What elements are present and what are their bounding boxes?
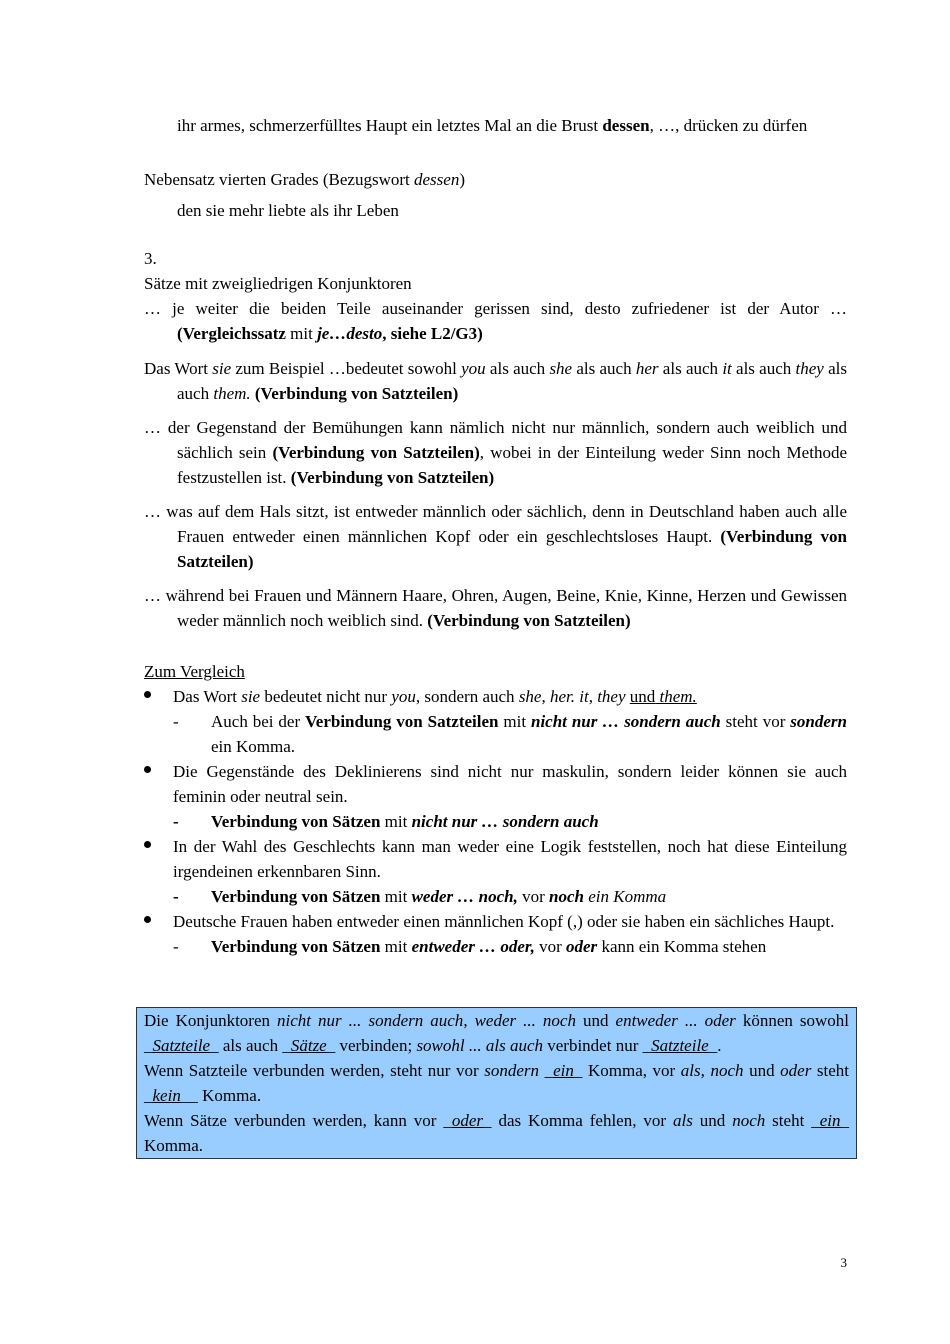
example-sie: Das Wort sie zum Beispiel …bedeutet sowohl you als auch she als auch her als auch it als auch they als auch them. (Verbindung von Satzteilen) bbox=[144, 359, 848, 403]
list-item: Die Gegenstände des Deklinierens sind nicht nur maskulin, sondern leider können sie auch feminin oder neutral sein. bbox=[144, 759, 847, 809]
bullet-icon bbox=[144, 691, 151, 698]
bullet-icon bbox=[144, 916, 151, 923]
section-heading: Sätze mit zweigliedrigen Konjunktoren bbox=[144, 274, 412, 293]
bullet-icon bbox=[144, 766, 151, 773]
quote-haupt: ihr armes, schmerzerfülltes Haupt ein letztes Mal an die Brust dessen, …, drücken zu dürfen bbox=[177, 116, 808, 135]
list-item: In der Wahl des Geschlechts kann man weder eine Logik feststellen, noch hat diese Einteilung irgendeinen erkennbaren Sinn. bbox=[144, 834, 847, 884]
sub-item: - Verbindung von Sätzen mit entweder … oder, vor oder kann ein Komma stehen bbox=[173, 937, 767, 956]
sub-item: - Verbindung von Sätzen mit weder … noch, vor noch ein Komma bbox=[173, 887, 667, 906]
sub-item: - Auch bei der Verbindung von Satzteilen mit nicht nur … sondern auch steht vor sondern ein Komma. bbox=[173, 712, 847, 756]
example-frauen-maenner: … während bei Frauen und Männern Haare, Ohren, Augen, Beine, Knie, Kinne, Herzen und Gewissen weder männlich noch weiblich sind. (Verbindung von Satzteilen) bbox=[144, 586, 847, 630]
list-item: Deutsche Frauen haben entweder einen männlichen Kopf (,) oder sie haben ein sächliches Haupt. bbox=[144, 909, 847, 934]
example-hals: … was auf dem Hals sitzt, ist entweder männlich oder sächlich, denn in Deutschland haben auch alle Frauen entweder einen männlichen Kopf oder ein geschlechtsloses Haupt. (Verbindung von Satzteilen) bbox=[144, 502, 847, 571]
sub-item: - Verbindung von Sätzen mit nicht nur … sondern auch bbox=[173, 812, 599, 831]
example-gegenstand: … der Gegenstand der Bemühungen kann nämlich nicht nur männlich, sondern auch weiblich und sächlich sein (Verbindung von Satzteilen), wobei in der Einteilung weder Sinn noch Methode festzustellen ist. (Verbindung von Satzteilen) bbox=[144, 418, 847, 487]
summary-konjunktoren: Die Konjunktoren nicht nur ... sondern auch, weder ... noch und entweder ... oder können sowohl _Satzteile_ als auch _Sätze_ verbinden; sowohl ... als auch verbindet nur _Satzteile_. bbox=[144, 1011, 850, 1055]
summary-saetze: Wenn Sätze verbunden werden, kann vor _oder_ das Komma fehlen, vor als und noch steht _ein_ Komma. bbox=[144, 1111, 849, 1155]
vergleich-list bbox=[144, 684, 847, 959]
page-number: 3 bbox=[840, 1255, 847, 1270]
quote-leben: den sie mehr liebte als ihr Leben bbox=[177, 201, 399, 220]
section-number: 3. bbox=[144, 249, 157, 268]
list-item: Das Wort sie bedeutet nicht nur you, sondern auch she, her. it, they und them. bbox=[144, 684, 847, 709]
bullet-icon bbox=[144, 841, 151, 848]
summary-satzteile: Wenn Satzteile verbunden werden, steht nur vor sondern _ein_ Komma, vor als, noch und oder steht _kein__ Komma. bbox=[144, 1061, 850, 1105]
nebensatz-label: Nebensatz vierten Grades (Bezugswort dessen) bbox=[144, 170, 466, 189]
example-je-desto: … je weiter die beiden Teile auseinander gerissen sind, desto zufriedener ist der Autor … (Vergleichssatz mit je…desto, siehe L2/G3) bbox=[144, 299, 847, 343]
summary-box bbox=[136, 1007, 857, 1159]
vergleich-heading: Zum Vergleich bbox=[144, 662, 245, 681]
